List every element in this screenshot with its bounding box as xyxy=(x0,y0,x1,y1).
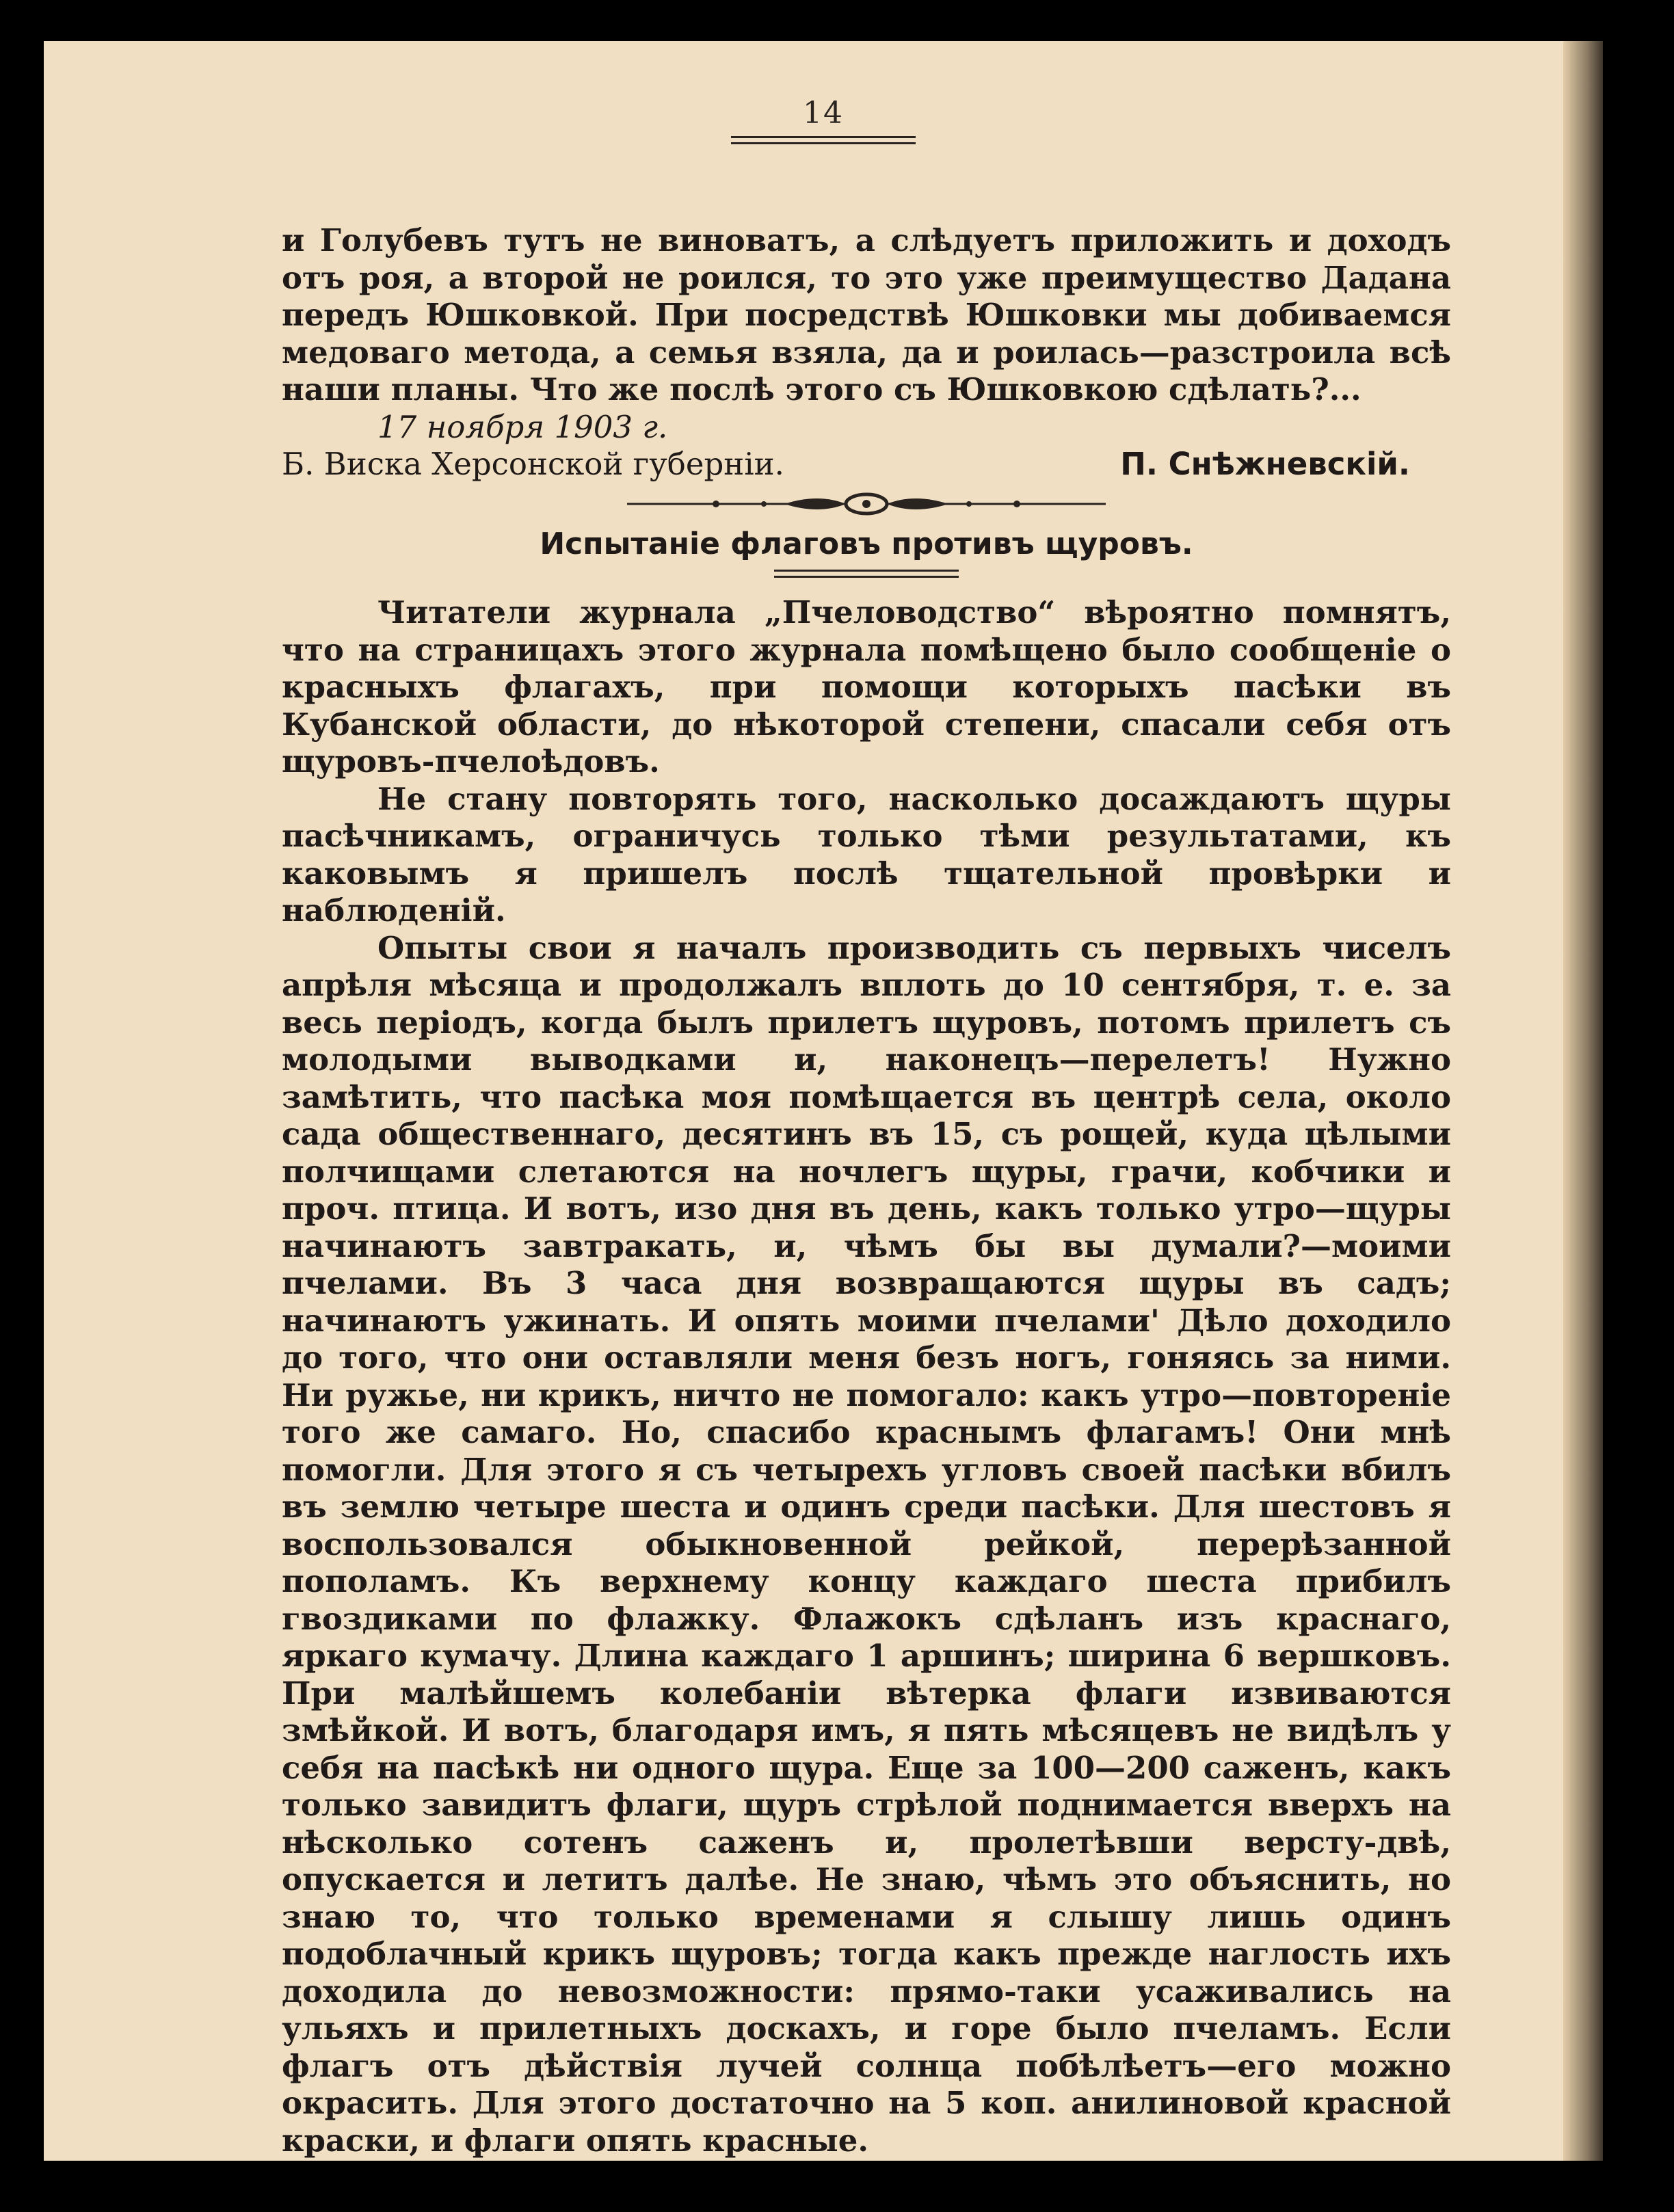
title-rule xyxy=(774,570,959,578)
ornament-divider-icon xyxy=(627,490,1106,518)
signature-line xyxy=(282,446,1451,483)
header-rule xyxy=(731,136,916,144)
letter-date: 17 ноября 1903 г. xyxy=(377,408,668,445)
body-paragraph: Опыты свои я началъ производить съ первыхъ чиселъ апрѣля мѣсяца и продолжалъ вплоть до 10 сентября, т. е. за весь періодъ, когда былъ прилетъ щуровъ, потомъ прилетъ съ молодыми выводками и, наконецъ—перелетъ! Нужно замѣтить, что пасѣка моя помѣщается въ центрѣ села, около сада общественнаго, десятинъ въ 15, съ рощей, куда цѣлыми полчищами слетаются на ночлегъ щуры, грачи, кобчики и проч. птица. И вотъ, изо дня въ день, какъ только утро—щуры начинаютъ завтракать, и, чѣмъ бы вы думали?—моими пчелами. Въ 3 часа дня возвращаются щуры въ садъ; начинаютъ ужинать. И опять моими пчелами' Дѣло доходило до того, что они оставляли меня безъ ногъ, гоняясь за ними. Ни ружье, ни крикъ, ничто не помогало: какъ утро—повтореніе того же самаго. Но, спасибо краснымъ флагамъ! Они мнѣ помогли. Для этого я съ четырехъ угловъ своей пасѣки вбилъ въ землю четыре шеста и одинъ среди пасѣки. Для шестовъ я воспользовался обыкновенной рейкой, перерѣзанной пополамъ. Къ верхнему концу каждаго шеста прибилъ гвоздиками по флажку. Флажокъ сдѣланъ изъ краснаго, яркаго кумачу. Длина каждаго 1 аршинъ; ширина 6 вершковъ. При малѣйшемъ колебаніи вѣтерка флаги извиваются змѣйкой. И вотъ, благодаря имъ, я пять мѣсяцевъ не видѣлъ у себя на пасѣкѣ ни одного щура. Еще за 100—200 саженъ, какъ только завидитъ флаги, щуръ стрѣлой поднимается вверхъ на нѣсколько сотенъ саженъ и, пролетѣвши версту-двѣ, опускается и летитъ далѣе. Не знаю, чѣмъ это объяснить, но знаю то, что только временами я слышу лишь одинъ подоблачный крикъ щуровъ; тогда какъ прежде наглость ихъ доходила до невозможности: прямо-таки усаживались на ульяхъ и прилетныхъ доскахъ, и горе было пчеламъ. Если флагъ отъ дѣйствія лучей солнца побѣлѣетъ—его можно окрасить. Для этого достаточно на 5 коп. анилиновой красной краски, и флаги опять красные. xyxy=(282,929,1451,2159)
body-paragraph: Читатели журнала „Пчеловодство“ вѣроятно помнятъ, что на страницахъ этого журнала помѣщено было сообщеніе о красныхъ флагахъ, при помощи которыхъ пасѣки въ Кубанской области, до нѣкоторой степени, спасали себя отъ щуровъ-пчелоѣдовъ. xyxy=(282,594,1451,779)
page-number: 14 xyxy=(803,96,844,131)
body-paragraph: Не стану повторять того, насколько досаждаютъ щуры пасѣчникамъ, ограничусь только тѣми результатами, къ каковымъ я пришелъ послѣ тщательной провѣрки и наблюденій. xyxy=(282,780,1451,929)
page-content xyxy=(282,222,1451,2159)
letter-author: П. Снѣжневскій. xyxy=(1120,446,1410,482)
section-title: Испытаніе флаговъ противъ щуровъ. xyxy=(540,526,1193,561)
intro-paragraph: и Голубевъ тутъ не виноватъ, а слѣдуетъ приложить и доходъ отъ роя, а второй не роился, то это уже преимущество Дадана передъ Юшковкой. При посредствѣ Юшковки мы добиваемся медоваго метода, а семья взяла, да и роилась—разстроила всѣ наши планы. Что же послѣ этого съ Юшковкою сдѣлать?... xyxy=(282,222,1451,408)
book-spine-shadow xyxy=(1563,41,1603,2161)
letter-place: Б. Виска Херсонской губерніи. xyxy=(282,446,784,482)
book-page xyxy=(44,41,1603,2161)
page-header xyxy=(44,96,1603,144)
